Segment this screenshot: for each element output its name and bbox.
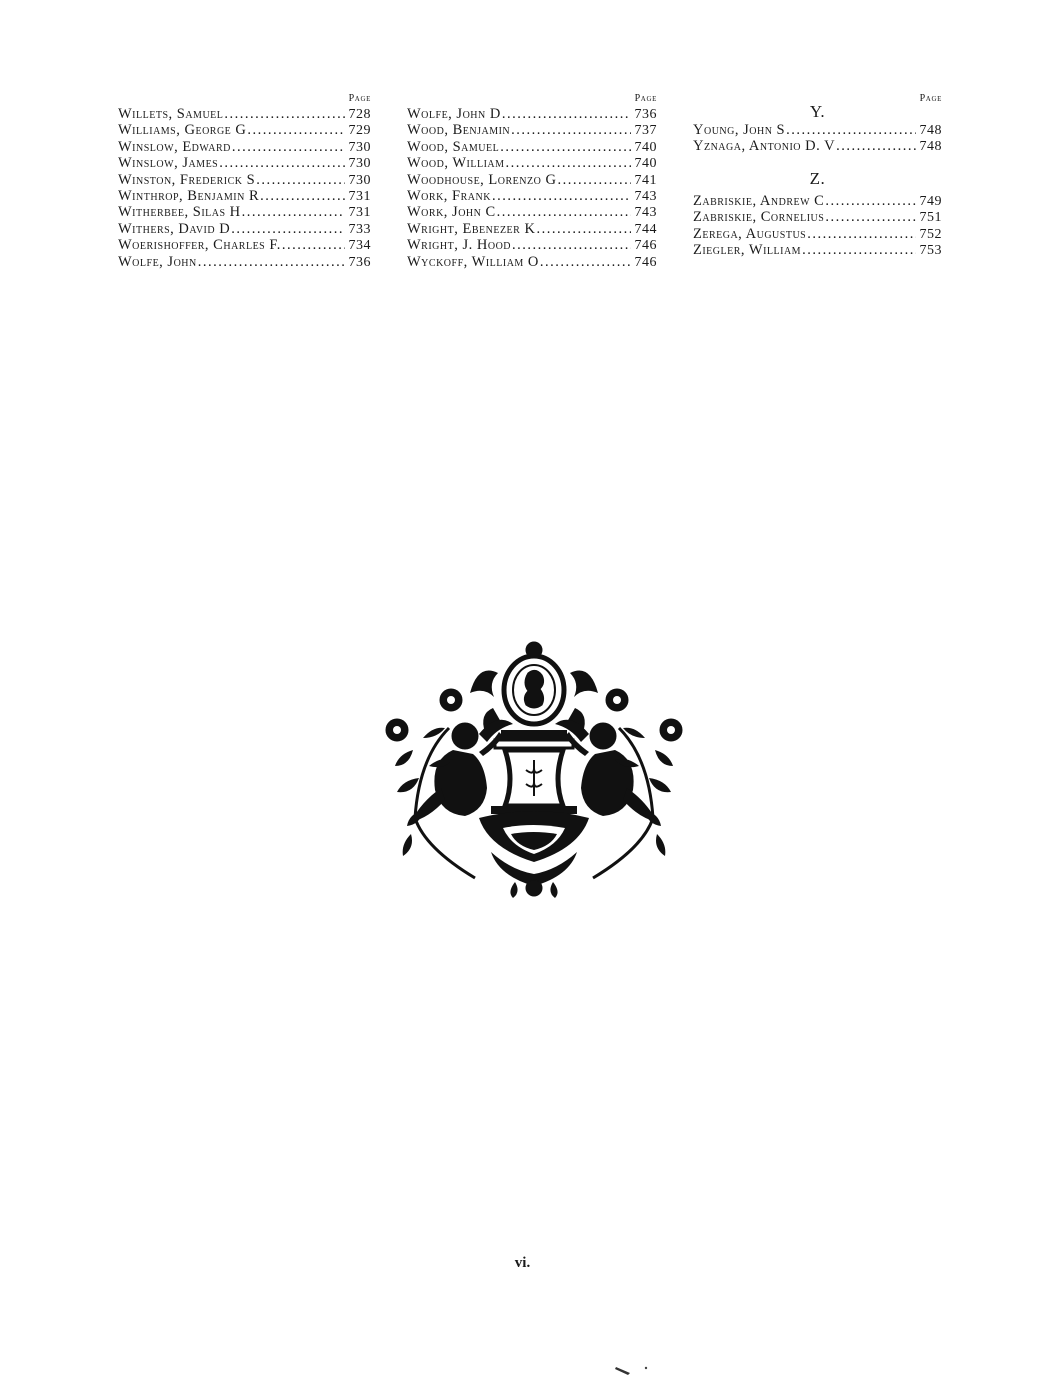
page-column-heading: Page xyxy=(634,93,657,104)
entry-page-number: 736 xyxy=(348,254,371,270)
entry-page-number: 734 xyxy=(348,238,371,254)
entry-page-number: 730 xyxy=(348,156,371,172)
entry-name: Winslow, James xyxy=(118,155,219,172)
entry-page-number: 749 xyxy=(919,193,942,209)
index-entry xyxy=(407,122,657,138)
dot-leader xyxy=(260,188,344,204)
dot-leader xyxy=(219,155,344,171)
entry-page-number: 731 xyxy=(348,205,371,221)
entry-page-number: 748 xyxy=(919,123,942,138)
entry-name: Woodhouse, Lorenzo G xyxy=(407,171,557,188)
entry-name: Work, John C xyxy=(407,204,496,221)
dot-leader xyxy=(557,172,630,188)
index-entry xyxy=(407,254,657,270)
dot-leader xyxy=(825,193,915,209)
entry-name: Ziegler, William xyxy=(693,241,802,258)
entry-name: Wright, J. Hood xyxy=(407,237,512,254)
dot-leader xyxy=(247,122,344,138)
entry-name: Wood, Samuel xyxy=(407,138,500,155)
entry-name: Winston, Frederick S xyxy=(118,171,256,188)
entry-page-number: 730 xyxy=(348,139,371,155)
entry-page-number: 748 xyxy=(919,139,942,155)
dot-leader xyxy=(282,237,345,253)
index-entry xyxy=(693,122,942,138)
index-entry xyxy=(407,204,657,220)
index-column-right xyxy=(693,92,942,258)
entry-name: Wood, William xyxy=(407,155,505,172)
dot-leader xyxy=(232,139,345,155)
entry-name: Zerega, Augustus xyxy=(693,225,807,242)
dot-leader xyxy=(497,204,631,220)
index-entry xyxy=(407,237,657,253)
entry-page-number: 730 xyxy=(348,172,371,188)
index-column-middle xyxy=(407,92,657,270)
entry-name: Winslow, Edward xyxy=(118,138,231,155)
dot-leader xyxy=(242,204,345,220)
dot-leader xyxy=(492,188,631,204)
index-list xyxy=(407,106,657,270)
index-entry xyxy=(118,155,371,171)
entry-name: Woerishoffer, Charles F. xyxy=(118,237,281,254)
index-column-left xyxy=(118,92,371,270)
dot-leader xyxy=(511,122,630,138)
entry-name: Wolfe, John D xyxy=(407,106,501,122)
index-entry xyxy=(407,139,657,155)
entry-page-number: 729 xyxy=(348,123,371,139)
entry-page-number: 740 xyxy=(634,139,657,155)
entry-page-number: 737 xyxy=(634,123,657,139)
entry-name: Young, John S xyxy=(693,122,786,138)
index-entry xyxy=(118,172,371,188)
dot-leader xyxy=(502,106,631,122)
entry-name: Work, Frank xyxy=(407,187,491,204)
entry-name: Wolfe, John xyxy=(118,253,197,270)
entry-name: Wood, Benjamin xyxy=(407,122,511,139)
cherub-urn-ornament-icon xyxy=(383,638,685,900)
index-entry xyxy=(407,221,657,237)
entry-name: Willets, Samuel xyxy=(118,106,224,122)
index-entry xyxy=(118,254,371,270)
index-entry xyxy=(693,226,942,242)
dot-leader xyxy=(836,138,915,154)
index-entry xyxy=(407,188,657,204)
print-speck-marks xyxy=(600,1364,670,1378)
page-column-heading: Page xyxy=(348,93,371,104)
index-list xyxy=(693,193,942,259)
dot-leader xyxy=(536,221,630,237)
entry-page-number: 731 xyxy=(348,188,371,204)
entry-page-number: 728 xyxy=(348,107,371,122)
page-folio: vi. xyxy=(514,1255,531,1271)
dot-leader xyxy=(256,172,344,188)
entry-page-number: 733 xyxy=(348,221,371,237)
index-entry xyxy=(118,139,371,155)
entry-page-number: 743 xyxy=(634,205,657,221)
entry-page-number: 743 xyxy=(634,188,657,204)
entry-name: Zabriskie, Andrew C xyxy=(693,192,825,209)
entry-name: Zabriskie, Cornelius xyxy=(693,209,825,226)
entry-name: Witherbee, Silas H xyxy=(118,204,241,221)
section-heading-z: Z. xyxy=(809,168,826,188)
dot-leader xyxy=(512,237,630,253)
index-entry xyxy=(118,204,371,220)
dot-leader xyxy=(231,221,344,237)
index-entry xyxy=(118,106,371,122)
index-entry xyxy=(118,221,371,237)
dot-leader xyxy=(506,155,631,171)
index-entry xyxy=(407,106,657,122)
entry-page-number: 740 xyxy=(634,156,657,172)
entry-name: Yznaga, Antonio D. V xyxy=(693,138,836,155)
dot-leader xyxy=(786,122,915,138)
dot-leader xyxy=(224,106,344,122)
dot-leader xyxy=(802,242,915,258)
index-entry xyxy=(693,209,942,225)
index-list xyxy=(693,122,942,155)
entry-name: Williams, George G xyxy=(118,122,247,139)
dot-leader xyxy=(825,209,915,225)
index-entry xyxy=(693,138,942,154)
index-entry xyxy=(118,237,371,253)
page-column-heading: Page xyxy=(919,93,942,104)
entry-page-number: 746 xyxy=(634,254,657,270)
entry-page-number: 744 xyxy=(634,221,657,237)
section-heading-y: Y. xyxy=(809,102,826,121)
entry-page-number: 751 xyxy=(919,210,942,226)
entry-name: Winthrop, Benjamin R xyxy=(118,187,260,204)
entry-page-number: 736 xyxy=(634,107,657,122)
dot-leader xyxy=(500,139,630,155)
dot-leader xyxy=(540,254,631,270)
entry-name: Withers, David D xyxy=(118,220,231,237)
index-list xyxy=(118,106,371,270)
index-entry xyxy=(118,122,371,138)
entry-name: Wright, Ebenezer K xyxy=(407,220,536,237)
entry-name: Wyckoff, William O xyxy=(407,253,539,270)
index-entry xyxy=(693,193,942,209)
index-entry xyxy=(407,172,657,188)
dot-leader xyxy=(198,254,345,270)
index-entry xyxy=(693,242,942,258)
entry-page-number: 741 xyxy=(634,172,657,188)
entry-page-number: 753 xyxy=(919,242,942,258)
dot-leader xyxy=(807,226,915,242)
index-entry xyxy=(407,155,657,171)
entry-page-number: 752 xyxy=(919,226,942,242)
entry-page-number: 746 xyxy=(634,238,657,254)
index-entry xyxy=(118,188,371,204)
